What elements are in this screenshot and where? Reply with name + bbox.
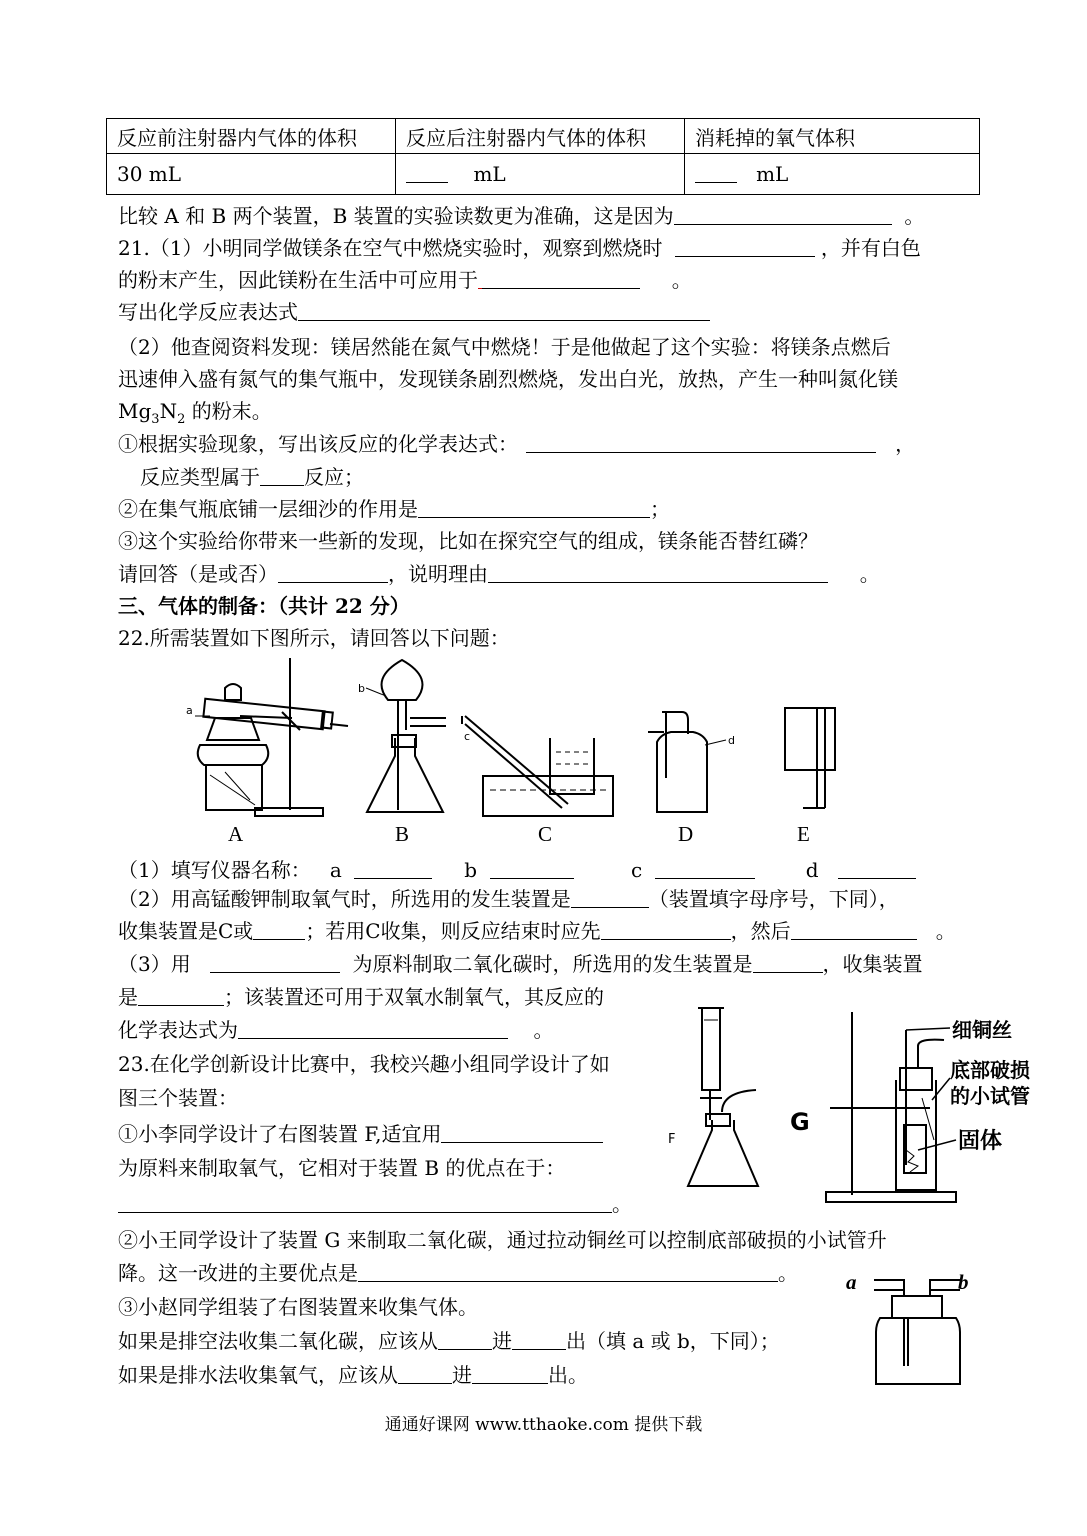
part-letter: c xyxy=(631,858,643,882)
formula-text: Mg xyxy=(118,399,152,423)
table-cell-value: 30 mL xyxy=(117,162,182,186)
q21-line-9 xyxy=(118,495,670,523)
q21-line-8 xyxy=(140,463,364,491)
question-text: 请回答（是或否） xyxy=(118,562,278,586)
question-text: 的粉末产生，因此镁粉在生活中可应用于 xyxy=(118,268,478,292)
question-text: 的粉末。 xyxy=(185,399,272,423)
q23-line-3 xyxy=(118,1120,603,1148)
formula-subscript: 2 xyxy=(177,412,186,427)
q23-line-5 xyxy=(118,1190,632,1218)
answer-blank[interactable] xyxy=(253,919,305,940)
q23-line-7 xyxy=(118,1259,798,1287)
q21-line-5 xyxy=(118,365,898,393)
label-solid: 固体 xyxy=(958,1129,1003,1154)
answer-blank[interactable] xyxy=(512,1329,566,1350)
question-text: 迅速伸入盛有氮气的集气瓶中，发现镁条剧烈燃烧，发出白光，放热，产生一种叫氮化镁 xyxy=(118,367,898,391)
question-text: 出（填 a 或 b，下同）； xyxy=(566,1329,780,1353)
punct: 。 xyxy=(778,1261,798,1285)
table-header-cell: 反应前注射器内气体的体积 xyxy=(107,119,396,154)
question-text: （3）用 xyxy=(118,952,191,976)
answer-blank[interactable] xyxy=(488,562,828,583)
bottle-port-b: b xyxy=(958,1270,969,1294)
question-text: 比较 A 和 B 两个装置，B 装置的实验读数更为准确，这是因为 xyxy=(118,204,674,228)
answer-blank[interactable] xyxy=(210,952,340,973)
answer-blank[interactable] xyxy=(571,887,649,908)
question-text: （装置填字母序号，下同）， xyxy=(648,887,899,911)
part-label-d: d xyxy=(728,734,735,747)
q22-intro: 22.所需装置如下图所示，请回答以下问题： xyxy=(118,626,510,650)
question-text: 反应； xyxy=(304,465,364,489)
question-text: ，然后 xyxy=(730,919,791,943)
table-cell xyxy=(685,154,980,195)
answer-blank[interactable] xyxy=(675,236,815,257)
question-text: 进 xyxy=(452,1363,472,1387)
bottle-port-a: a xyxy=(846,1270,857,1294)
part-letter: a xyxy=(329,858,342,882)
figure-label-c: C xyxy=(538,822,553,846)
q22-line-1 xyxy=(118,856,916,884)
punct: 。 xyxy=(533,1018,554,1042)
question-text: 21.（1）小明同学做镁条在空气中燃烧实验时，观察到燃烧时 xyxy=(118,236,663,260)
question-text: 为原料制取二氧化碳时，所选用的发生装置是 xyxy=(352,952,753,976)
answer-blank[interactable] xyxy=(441,1122,603,1143)
answer-blank[interactable] xyxy=(358,1261,778,1282)
question-text: 收集装置是C或 xyxy=(118,919,254,943)
q21-line-6 xyxy=(118,397,272,434)
answer-blank[interactable] xyxy=(601,919,731,940)
apparatus-e xyxy=(785,708,835,808)
answer-blank[interactable] xyxy=(753,952,823,973)
question-text: ①小李同学设计了右图装置 F,适宜用 xyxy=(118,1122,442,1146)
volume-table xyxy=(106,118,980,195)
q23-line-10 xyxy=(118,1361,588,1389)
q22-line-6 xyxy=(118,1016,553,1044)
q23-line-2: 图三个装置： xyxy=(118,1086,238,1110)
answer-blank[interactable] xyxy=(118,1192,612,1213)
answer-blank[interactable] xyxy=(438,1329,492,1350)
answer-blank[interactable] xyxy=(655,858,755,879)
formula-text: N xyxy=(159,399,178,423)
apparatus-a xyxy=(195,658,348,816)
q21-line-2 xyxy=(118,266,692,294)
question-text: 化学表达式为 xyxy=(118,1018,238,1042)
label-g: G xyxy=(790,1108,810,1136)
answer-blank[interactable] xyxy=(674,204,892,225)
q21-line-4 xyxy=(118,333,891,361)
punct: 。 xyxy=(671,268,692,292)
answer-blank[interactable] xyxy=(138,985,224,1006)
apparatus-c xyxy=(462,716,613,816)
answer-blank[interactable] xyxy=(695,162,737,183)
punct: 。 xyxy=(612,1192,632,1216)
answer-blank[interactable] xyxy=(260,465,304,486)
part-label-b: b xyxy=(358,682,365,695)
table-header-cell: 消耗掉的氧气体积 xyxy=(685,119,980,154)
answer-blank[interactable] xyxy=(278,562,388,583)
answer-blank[interactable] xyxy=(238,1018,508,1039)
question-text: 进 xyxy=(492,1329,512,1353)
answer-blank[interactable] xyxy=(526,432,876,453)
q22-line-4 xyxy=(118,950,923,978)
question-text: ；若用C收集，则反应结束时应先 xyxy=(305,919,601,943)
punct: ， xyxy=(895,432,916,456)
answer-blank[interactable] xyxy=(298,300,710,321)
punct: ； xyxy=(650,497,670,521)
question-text: ，收集装置 xyxy=(822,952,923,976)
part-label-c: c xyxy=(464,730,471,743)
question-text: 写出化学反应表达式 xyxy=(118,300,298,324)
q23-line-8: ③小赵同学组装了右图装置来收集气体。 xyxy=(118,1295,478,1319)
question-text: ③这个实验给你带来一些新的发现，比如在探究空气的组成，镁条能否替红磷？ xyxy=(118,529,818,553)
apparatus-d xyxy=(648,712,726,812)
section-3-heading: 三、气体的制备：（共计 22 分） xyxy=(118,594,410,618)
question-text: 反应类型属于 xyxy=(140,465,260,489)
answer-blank[interactable] xyxy=(791,919,917,940)
apparatus-b xyxy=(366,660,446,812)
figure-label-e: E xyxy=(797,822,810,846)
q22-line-2 xyxy=(118,885,899,913)
figure-label-a: A xyxy=(228,822,244,846)
table-cell xyxy=(107,154,396,195)
question-text: 如果是排空法收集二氧化碳，应该从 xyxy=(118,1329,438,1353)
answer-blank[interactable] xyxy=(472,1363,548,1384)
question-text: 如果是排水法收集氧气，应该从 xyxy=(118,1363,398,1387)
apparatus-g xyxy=(826,1012,956,1202)
apparatus-f xyxy=(688,1008,758,1186)
label-copper-wire: 细铜丝 xyxy=(952,1018,1012,1042)
question-text: （1）填写仪器名称： xyxy=(118,858,311,882)
label-broken-tube-2: 的小试管 xyxy=(950,1084,1030,1108)
answer-blank[interactable] xyxy=(406,162,448,183)
answer-blank[interactable] xyxy=(482,268,640,289)
part-letter: d xyxy=(805,858,819,882)
table-cell xyxy=(396,154,685,195)
question-text: ，说明理由 xyxy=(388,562,488,586)
answer-blank[interactable] xyxy=(838,858,916,879)
q22-line-3 xyxy=(118,917,956,945)
q23-line-9 xyxy=(118,1327,780,1355)
formula-subscript: 3 xyxy=(151,412,160,427)
q21-line-11 xyxy=(118,560,880,588)
label-f: F xyxy=(668,1132,676,1147)
question-text: 出。 xyxy=(548,1363,588,1387)
question-text: ②在集气瓶底铺一层细沙的作用是 xyxy=(118,497,418,521)
q23-line-4: 为原料来制取氧气，它相对于装置 B 的优点在于： xyxy=(118,1156,566,1180)
q23-line-1: 23.在化学创新设计比赛中，我校兴趣小组同学设计了如 xyxy=(118,1052,610,1076)
question-text: （2）他查阅资料发现：镁居然能在氮气中燃烧！于是他做起了这个实验：将镁条点燃后 xyxy=(118,335,891,359)
table-header-row xyxy=(107,119,980,154)
compare-line xyxy=(118,202,924,230)
punct: 。 xyxy=(859,562,880,586)
figure-label-d: D xyxy=(678,822,694,846)
answer-blank[interactable] xyxy=(354,858,432,879)
gas-washing-bottle xyxy=(874,1280,960,1384)
figure-label-b: B xyxy=(395,822,410,846)
question-text: 降。这一改进的主要优点是 xyxy=(118,1261,358,1285)
answer-blank[interactable] xyxy=(398,1363,452,1384)
q21-line-1 xyxy=(118,234,921,262)
q21-line-10 xyxy=(118,527,818,555)
question-text: ①根据实验现象，写出该反应的化学表达式： xyxy=(118,432,518,456)
punct: 。 xyxy=(904,204,925,228)
table-cell-unit: mL xyxy=(473,162,506,186)
q23-line-6: ②小王同学设计了装置 G 来制取二氧化碳，通过拉动铜丝可以控制底部破损的小试管升 xyxy=(118,1228,887,1252)
table-row xyxy=(107,154,980,195)
answer-blank[interactable] xyxy=(418,497,650,518)
question-text: ，并有白色 xyxy=(820,236,921,260)
q21-line-7 xyxy=(118,430,915,458)
punct: 。 xyxy=(935,919,956,943)
question-text: （2）用高锰酸钾制取氧气时，所选用的发生装置是 xyxy=(118,887,571,911)
label-broken-tube-1: 底部破损 xyxy=(950,1058,1030,1082)
page-footer: 通通好课网 www.tthaoke.com 提供下载 xyxy=(384,1415,703,1435)
part-label-a: a xyxy=(186,704,193,717)
table-cell-unit: mL xyxy=(756,162,789,186)
table-header-cell: 反应后注射器内气体的体积 xyxy=(396,119,685,154)
question-text: ；该装置还可用于双氧水制氧气，其反应的 xyxy=(224,985,604,1009)
q21-line-3 xyxy=(118,298,710,326)
answer-blank[interactable] xyxy=(490,858,574,879)
part-letter: b xyxy=(464,858,478,882)
q22-line-5 xyxy=(118,983,604,1011)
question-text: 是 xyxy=(118,985,138,1009)
